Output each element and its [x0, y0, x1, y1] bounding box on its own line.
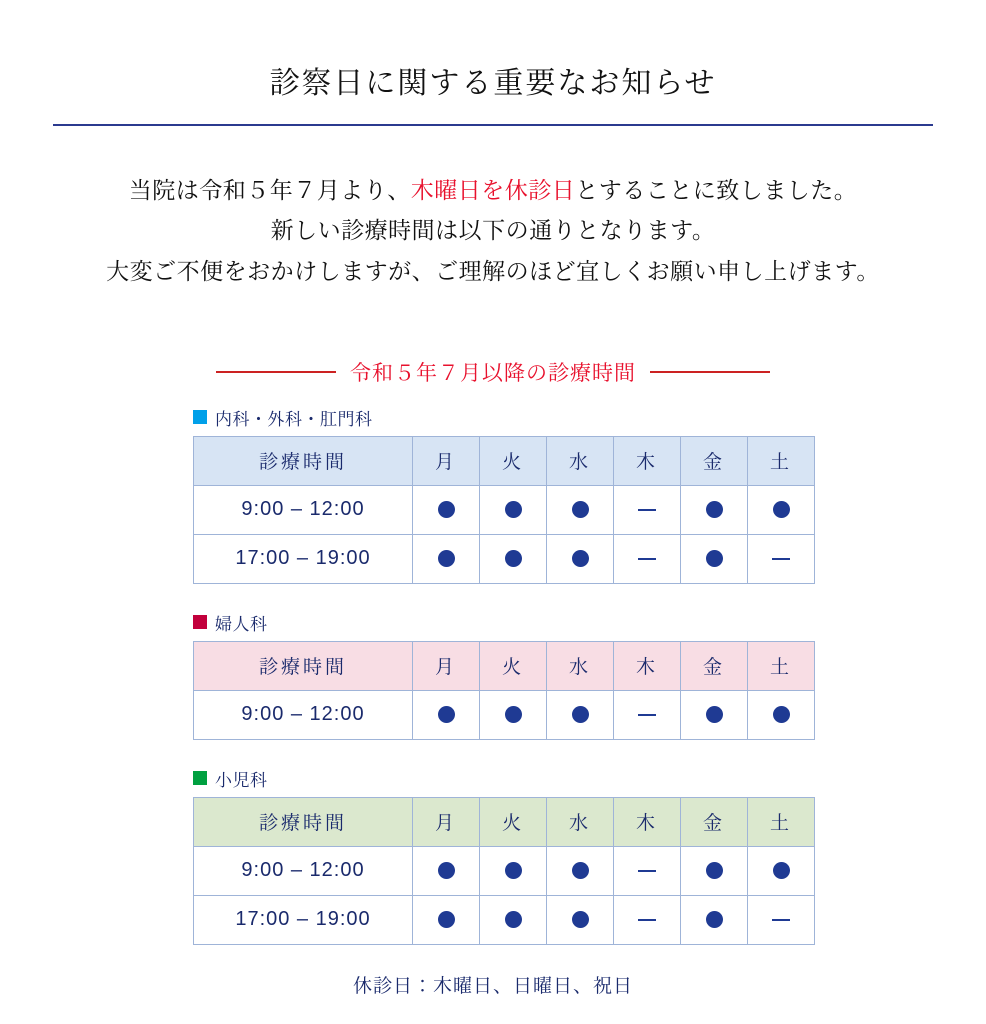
- closed-dash-icon: [772, 558, 790, 560]
- page-header: [0, 0, 986, 126]
- cell-closed-mark: [748, 534, 815, 583]
- cell-open-mark: [681, 895, 748, 944]
- schedule-table: [193, 797, 815, 945]
- cell-time-range: 9:00 – 12:00: [194, 485, 413, 534]
- column-header-day: 木: [614, 436, 681, 485]
- cell-open-mark: [480, 690, 547, 739]
- cell-open-mark: [748, 485, 815, 534]
- table-row: [194, 485, 815, 534]
- column-header-day: 水: [547, 797, 614, 846]
- open-dot-icon: [572, 501, 589, 518]
- closed-days-note: 休診日：木曜日、日曜日、祝日: [352, 975, 633, 997]
- open-dot-icon: [572, 862, 589, 879]
- open-dot-icon: [572, 550, 589, 567]
- schedule-table: [193, 641, 815, 740]
- open-dot-icon: [572, 706, 589, 723]
- table-header-row: [194, 797, 815, 846]
- cell-open-mark: [547, 485, 614, 534]
- cell-closed-mark: [614, 690, 681, 739]
- cell-closed-mark: [614, 846, 681, 895]
- cell-open-mark: [547, 534, 614, 583]
- open-dot-icon: [706, 862, 723, 879]
- open-dot-icon: [706, 501, 723, 518]
- column-header-day: 月: [413, 436, 480, 485]
- column-header-day: 金: [681, 641, 748, 690]
- open-dot-icon: [706, 911, 723, 928]
- cell-open-mark: [748, 690, 815, 739]
- open-dot-icon: [505, 501, 522, 518]
- notice-highlight: 木曜日を休診日: [410, 177, 576, 203]
- open-dot-icon: [773, 862, 790, 879]
- closed-dash-icon: [772, 919, 790, 921]
- department-legend: [193, 766, 793, 791]
- closed-dash-icon: [638, 558, 656, 560]
- open-dot-icon: [505, 550, 522, 567]
- column-header-day: 月: [413, 641, 480, 690]
- closed-dash-icon: [638, 509, 656, 511]
- cell-open-mark: [413, 895, 480, 944]
- column-header-time: 診療時間: [194, 641, 413, 690]
- table-row: [194, 534, 815, 583]
- open-dot-icon: [438, 911, 455, 928]
- heading-rule-right: [650, 371, 770, 373]
- department-label: 内科・外科・肛門科: [215, 409, 373, 429]
- cell-open-mark: [480, 846, 547, 895]
- column-header-day: 木: [614, 641, 681, 690]
- page-title: 診察日に関する重要なお知らせ: [269, 67, 717, 100]
- department-legend: [193, 610, 793, 635]
- cell-open-mark: [413, 846, 480, 895]
- column-header-day: 土: [748, 436, 815, 485]
- cell-open-mark: [681, 534, 748, 583]
- cell-open-mark: [480, 895, 547, 944]
- schedule-table: [193, 436, 815, 584]
- column-header-day: 火: [480, 436, 547, 485]
- column-header-day: 土: [748, 641, 815, 690]
- open-dot-icon: [505, 706, 522, 723]
- open-dot-icon: [438, 501, 455, 518]
- cell-open-mark: [748, 846, 815, 895]
- cell-open-mark: [480, 534, 547, 583]
- open-dot-icon: [706, 706, 723, 723]
- cell-closed-mark: [748, 895, 815, 944]
- open-dot-icon: [773, 706, 790, 723]
- cell-closed-mark: [614, 534, 681, 583]
- table-row: [194, 846, 815, 895]
- open-dot-icon: [438, 550, 455, 567]
- cell-closed-mark: [614, 895, 681, 944]
- column-header-day: 火: [480, 641, 547, 690]
- notice-line-3: 大変ご不便をおかけしますが、ご理解のほど宜しくお願い申し上げます。: [106, 257, 880, 284]
- cell-open-mark: [413, 534, 480, 583]
- column-header-time: 診療時間: [194, 797, 413, 846]
- column-header-day: 月: [413, 797, 480, 846]
- column-header-day: 金: [681, 436, 748, 485]
- closed-dash-icon: [638, 714, 656, 716]
- department-label: 小児科: [215, 770, 268, 790]
- notice-body: [0, 170, 986, 291]
- table-header-row: [194, 436, 815, 485]
- closed-dash-icon: [638, 919, 656, 921]
- open-dot-icon: [438, 862, 455, 879]
- notice-line-1-before: 当院は令和５年７月より、: [128, 177, 411, 203]
- cell-open-mark: [413, 690, 480, 739]
- cell-open-mark: [547, 846, 614, 895]
- schedule-section-title: 令和５年７月以降の診療時間: [350, 361, 636, 385]
- cell-closed-mark: [614, 485, 681, 534]
- cell-open-mark: [547, 690, 614, 739]
- open-dot-icon: [572, 911, 589, 928]
- department-color-swatch: [193, 615, 207, 629]
- department-label: 婦人科: [215, 614, 268, 634]
- cell-open-mark: [547, 895, 614, 944]
- title-divider: [53, 124, 933, 126]
- cell-time-range: 9:00 – 12:00: [194, 690, 413, 739]
- open-dot-icon: [438, 706, 455, 723]
- schedule-section-heading: [0, 357, 986, 387]
- table-row: [194, 895, 815, 944]
- cell-open-mark: [681, 485, 748, 534]
- column-header-day: 水: [547, 641, 614, 690]
- column-header-day: 火: [480, 797, 547, 846]
- open-dot-icon: [505, 911, 522, 928]
- cell-open-mark: [480, 485, 547, 534]
- cell-open-mark: [413, 485, 480, 534]
- department-legend: [193, 405, 793, 430]
- table-header-row: [194, 641, 815, 690]
- cell-time-range: 17:00 – 19:00: [194, 895, 413, 944]
- cell-time-range: 17:00 – 19:00: [194, 534, 413, 583]
- cell-time-range: 9:00 – 12:00: [194, 846, 413, 895]
- schedule-tables: [193, 405, 793, 945]
- department-color-swatch: [193, 410, 207, 424]
- column-header-day: 木: [614, 797, 681, 846]
- column-header-day: 土: [748, 797, 815, 846]
- open-dot-icon: [505, 862, 522, 879]
- column-header-day: 金: [681, 797, 748, 846]
- department-color-swatch: [193, 771, 207, 785]
- cell-open-mark: [681, 846, 748, 895]
- notice-line-1: [0, 170, 986, 210]
- open-dot-icon: [773, 501, 790, 518]
- notice-line-2: 新しい診療時間は以下の通りとなります。: [270, 217, 716, 244]
- heading-rule-left: [216, 371, 336, 373]
- cell-open-mark: [681, 690, 748, 739]
- notice-line-1-after: とすることに致しました。: [575, 177, 858, 203]
- column-header-time: 診療時間: [194, 436, 413, 485]
- closed-dash-icon: [638, 870, 656, 872]
- column-header-day: 水: [547, 436, 614, 485]
- open-dot-icon: [706, 550, 723, 567]
- table-row: [194, 690, 815, 739]
